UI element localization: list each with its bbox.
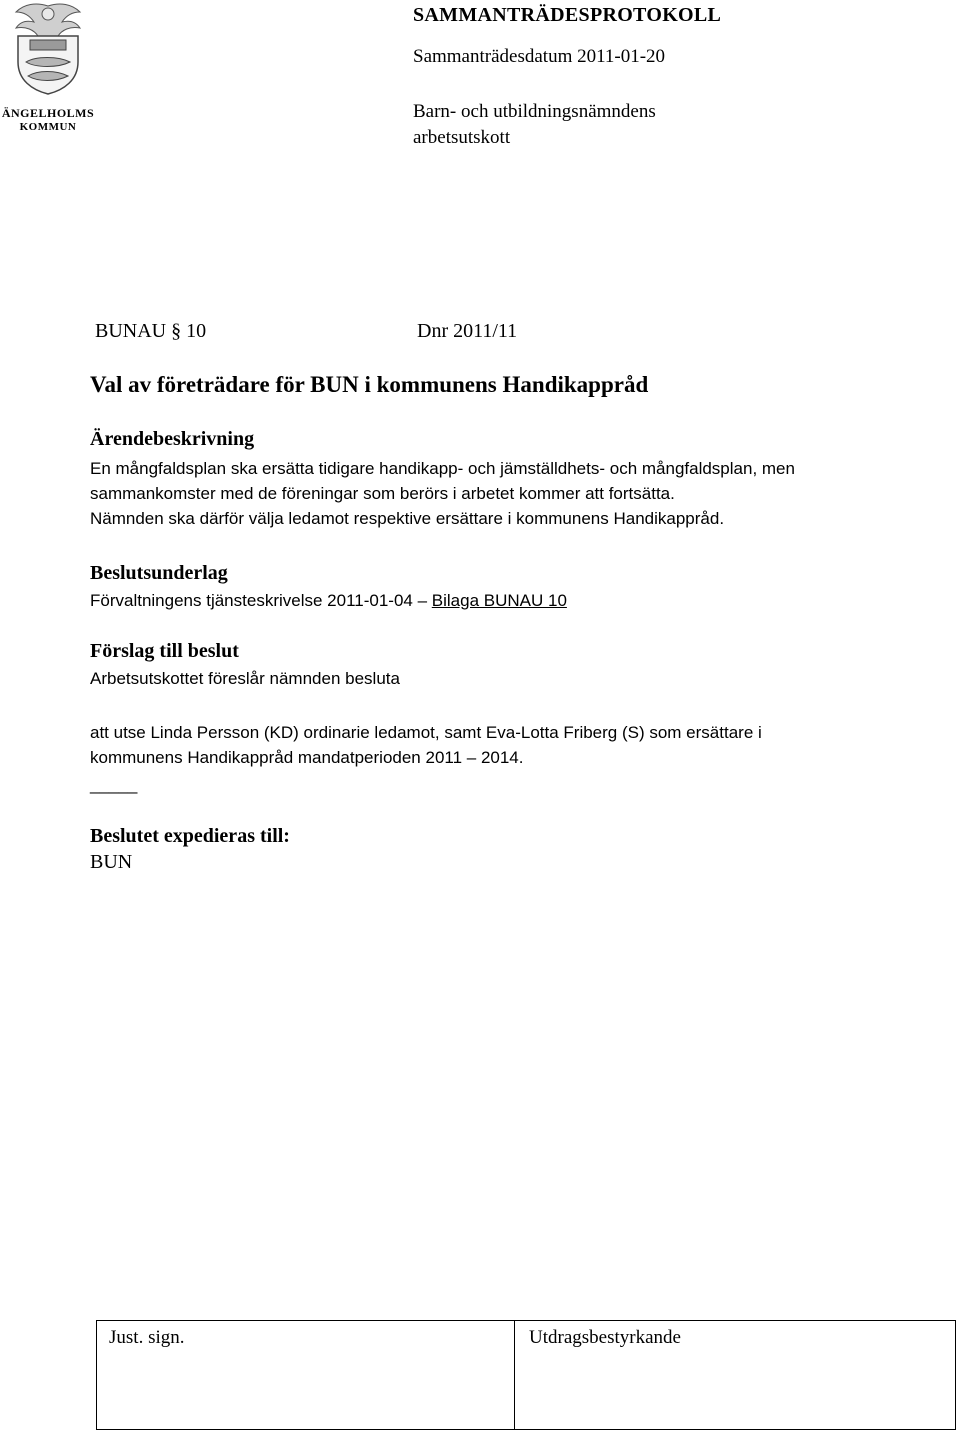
forslag-line: att utse Linda Persson (KD) ordinarie ledamot, samt Eva-Lotta Friberg (S) som ersättare i xyxy=(90,723,762,742)
forslag-heading: Förslag till beslut xyxy=(90,640,239,662)
organization-line-2: arbetsutskott xyxy=(413,127,511,148)
attachment-link[interactable]: Bilaga BUNAU 10 xyxy=(431,591,567,610)
forslag-line: kommunens Handikappråd mandatperioden 2011 – 2014. xyxy=(90,748,524,767)
case-title: Val av företrädare för BUN i kommunens Handikappråd xyxy=(90,372,649,397)
signature-divider xyxy=(514,1321,515,1429)
arendebeskrivning-heading: Ärendebeskrivning xyxy=(90,428,255,450)
expedieras-recipient: BUN xyxy=(90,851,133,873)
document-type-title: SAMMANTRÄDESPROTOKOLL xyxy=(413,4,722,26)
logo-name-line1: ÄNGELHOLMS xyxy=(1,106,95,120)
arendebeskrivning-line: sammankomster med de föreningar som berörs i arbetet kommer att fortsätta. xyxy=(90,484,675,503)
arendebeskrivning-line: Nämnden ska därför välja ledamot respektive ersättare i kommunens Handikappråd. xyxy=(90,509,725,528)
beslutsunderlag-heading: Beslutsunderlag xyxy=(90,562,228,584)
diary-number: Dnr 2011/11 xyxy=(417,320,518,342)
arendebeskrivning-line: En mångfaldsplan ska ersätta tidigare handikapp- och jämställdhets- och mångfaldsplan, men xyxy=(90,459,795,478)
beslutsunderlag-text: Förvaltningens tjänsteskrivelse 2011-01-04 – xyxy=(90,591,428,610)
beslutsunderlag-line xyxy=(90,588,567,613)
separator-line: _____ xyxy=(90,775,138,794)
meeting-date: Sammanträdesdatum 2011-01-20 xyxy=(413,46,666,67)
paragraph-number: BUNAU § 10 xyxy=(95,320,207,342)
forslag-intro: Arbetsutskottet föreslår nämnden besluta xyxy=(90,669,400,688)
organization-line-1: Barn- och utbildningsnämndens xyxy=(413,101,656,122)
municipality-logo xyxy=(0,0,96,140)
just-sign-field: Just. sign. xyxy=(109,1327,185,1348)
utdragsbestyrkande-field: Utdragsbestyrkande xyxy=(529,1327,681,1348)
coat-of-arms-icon xyxy=(6,0,90,96)
signature-box xyxy=(96,1320,956,1430)
expedieras-heading: Beslutet expedieras till: xyxy=(90,825,290,847)
logo-name-line2: KOMMUN xyxy=(19,121,77,133)
